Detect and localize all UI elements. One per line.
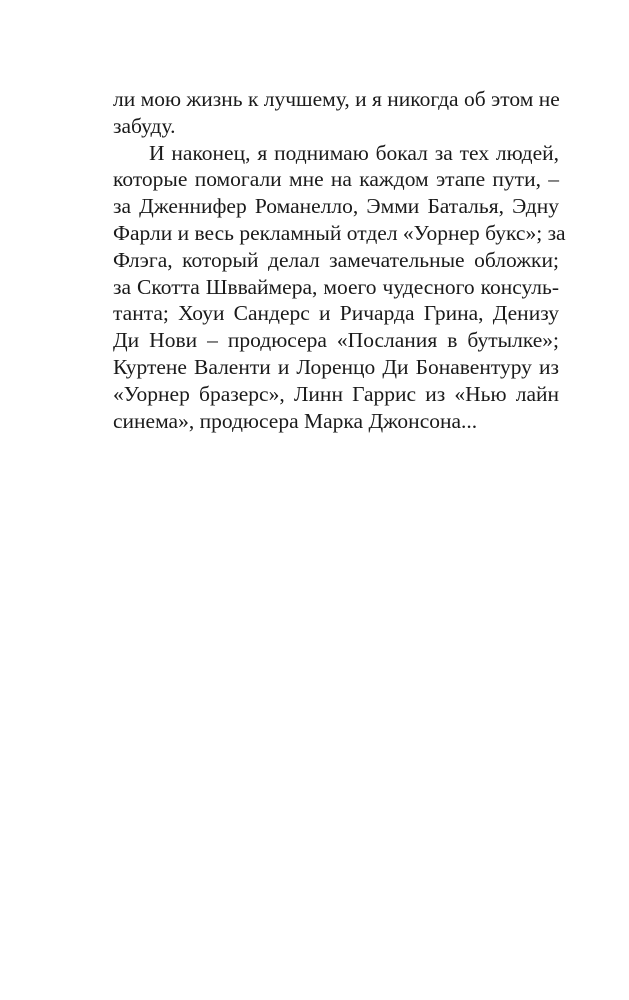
- text-line: за Скотта Швваймера, моего чудесного консуль-: [113, 274, 559, 299]
- text-line: «Уорнер бразерс», Линн Гаррис из «Нью лайн: [113, 381, 559, 406]
- text-line: Фарли и весь рекламный отдел «Уорнер букс»; за: [113, 220, 566, 245]
- body-text: [113, 86, 566, 434]
- text-line: Ди Нови – продюсера «Послания в бутылке»;: [113, 328, 559, 353]
- text-line: Флэга, который делал замечательные обложки;: [113, 247, 559, 272]
- text-line: Куртене Валенти и Лоренцо Ди Бонавентуру из: [113, 354, 559, 379]
- text-line: синема», продюсера Марка Джонсона...: [113, 408, 478, 433]
- text-line: за Дженнифер Романелло, Эмми Баталья, Эдну: [113, 194, 559, 219]
- text-line: танта; Хоуи Сандерс и Ричарда Грина, Денизу: [113, 301, 559, 326]
- text-line: которые помогали мне на каждом этапе пути, –: [113, 167, 559, 192]
- text-line: забуду.: [113, 113, 176, 138]
- text-line: И наконец, я поднимаю бокал за тех людей,: [149, 140, 559, 165]
- text-line: ли мою жизнь к лучшему, и я никогда об этом не: [113, 87, 560, 111]
